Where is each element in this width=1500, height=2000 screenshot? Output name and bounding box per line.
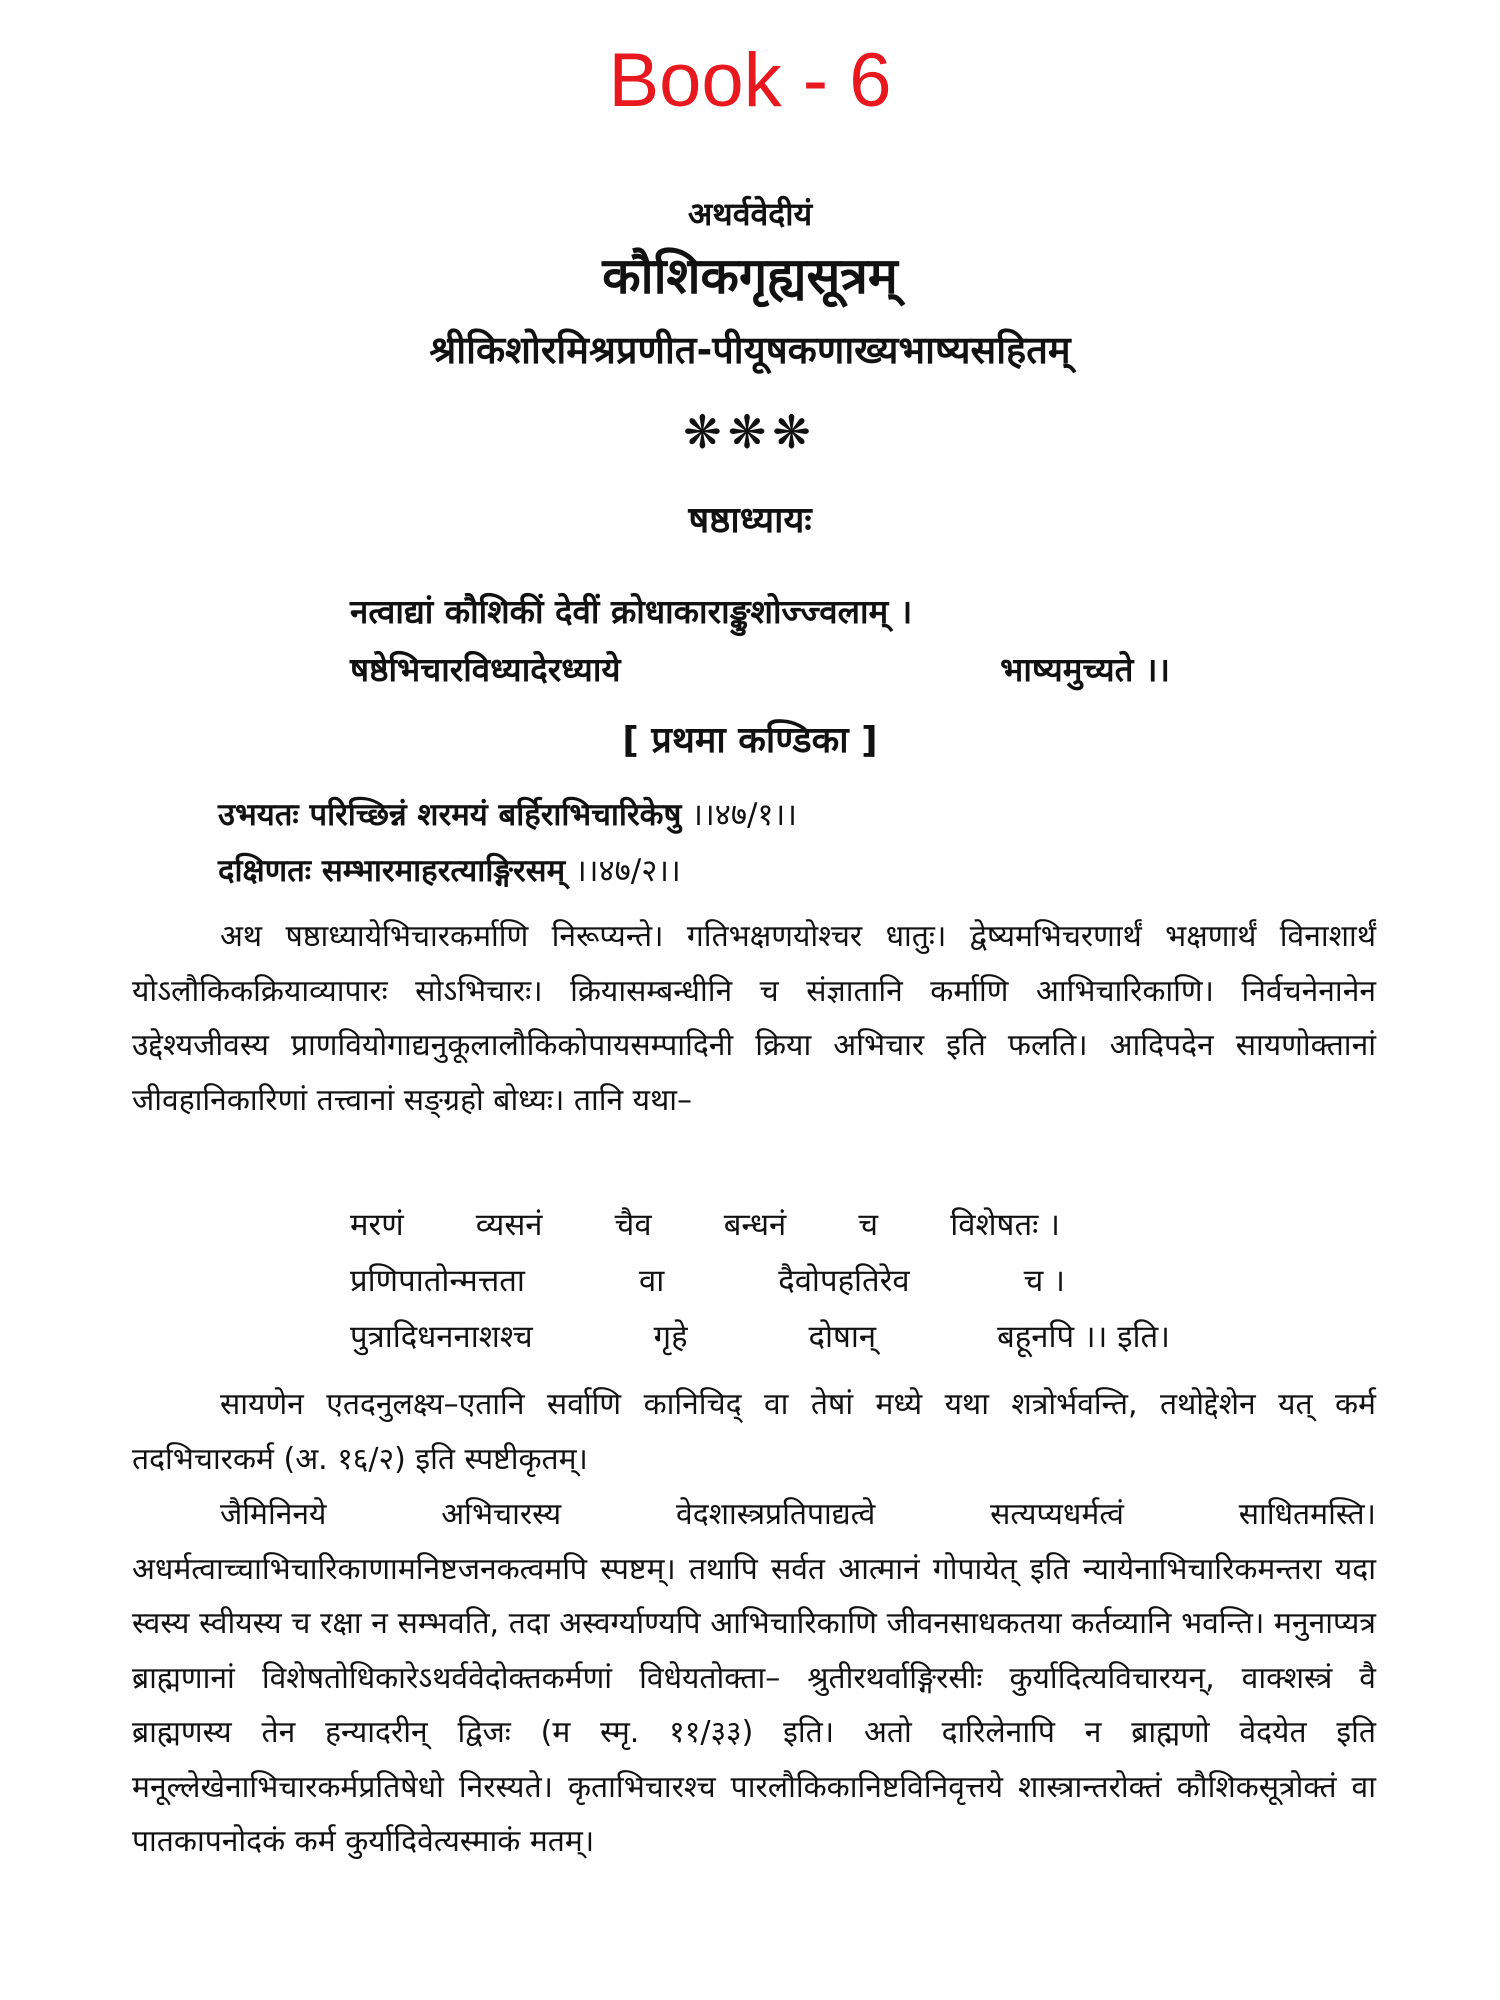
pretitle: अथर्ववेदीयं <box>687 195 813 233</box>
verse-word: बहूनपि ।। इति। <box>997 1319 1170 1355</box>
ornament-asterisks: ❋❋❋ <box>683 405 817 459</box>
sutra-1-text: उभयतः परिच्छिन्नं शरमयं बर्हिराभिचारिकेषु <box>218 797 682 833</box>
sutra-2-number: ।।४७/२।। <box>565 853 681 889</box>
sutra-2 <box>218 848 681 894</box>
sutra-2-text: दक्षिणतः सम्भारमाहरत्याङ्गिरसम् <box>218 853 566 889</box>
verse-word: वा <box>638 1263 665 1299</box>
invocation-line-2-text: षष्ठेभिचारविध्यादेरध्याये <box>350 650 621 689</box>
verse-word: बन्धनं <box>723 1207 787 1243</box>
commentary-paragraph-1: अथ षष्ठाध्यायेभिचारकर्माणि निरूप्यन्ते। गतिभक्षणयोश्चर धातुः। द्वेष्यमभिचरणार्थं भक्षणार्थं विनाशार्थं योऽलौकिकक्रियाव्यापारः सोऽभिचारः। क्रियासम्बन्धीनि च संज्ञातानि कर्माणि आभिचारिकाणि। निर्वचनेनानेन उद्देश्यजीवस्य प्राणवियोगाद्यनुकूलालौकिकोपायसम्पादिनी क्रिया अभिचार इति फलति। आदिपदेन सायणोक्तानां जीवहानिकारिणां तत्त्वानां सङ्ग्रहो बोध्यः। तानि यथा– <box>132 919 1376 1118</box>
invocation-line-2-end: भाष्यमुच्यते ।। <box>1000 650 1170 689</box>
verse-line-3 <box>350 1310 1170 1364</box>
verse-word: गृहे <box>653 1319 688 1355</box>
sutra-1 <box>218 792 797 838</box>
verse-word: च <box>858 1207 879 1243</box>
verse-word: मरणं <box>350 1207 404 1243</box>
verse-word: प्रणिपातोन्मत्तता <box>350 1263 525 1299</box>
verse-word: दोषान् <box>808 1319 877 1355</box>
subtitle: श्रीकिशोरमिश्रप्रणीत-पीयूषकणाख्यभाष्यसहितम् <box>429 328 1071 372</box>
verse-word: व्यसनं <box>475 1207 543 1243</box>
kandika-heading: [ प्रथमा कण्डिका ] <box>622 720 878 761</box>
verse-line-1 <box>350 1198 1060 1252</box>
sutra-1-number: ।।४७/१।। <box>681 797 798 833</box>
book-label: Book - 6 <box>608 38 892 123</box>
verse-word: पुत्रादिधननाशश्च <box>350 1319 533 1355</box>
invocation-line-1-text: नत्वाद्यां कौशिकीं देवीं क्रोधाकाराङ्कुशोज्ज्वलाम् । <box>350 592 913 631</box>
page-title: कौशिकगृह्यसूत्रम् <box>602 247 898 305</box>
commentary-paragraph-2: सायणेन एतदनुलक्ष्य–एतानि सर्वाणि कानिचिद् वा तेषां मध्ये यथा शत्रोर्भवन्ति, तथोद्देशेन यत् कर्म तदभिचारकर्म (अ. १६/२) इति स्पष्टीकृतम्। <box>132 1387 1376 1477</box>
commentary-paragraph-3: जैमिनिनये अभिचारस्य वेदशास्त्रप्रतिपाद्यत्वे सत्यप्यधर्मत्वं साधितमस्ति। अधर्मत्वाच्चाभिचारिकाणामनिष्टजनकत्वमपि स्पष्टम्। तथापि सर्वत आत्मानं गोपायेत् इति न्यायेनाभिचारिकमन्तरा यदा स्वस्य स्वीयस्य च रक्षा न सम्भवति, तदा अस्वर्ग्याण्यपि आभिचारिकाणि जीवनसाधकतया कर्तव्यानि भवन्ति। मनुनाप्यत्र ब्राह्मणानां विशेषतोधिकारेऽथर्ववेदोक्तकर्मणां विधेयतोक्ता– श्रुतीरथर्वाङ्गिरसीः कुर्यादित्यविचारयन्, वाक्शस्त्रं वै ब्राह्मणस्य तेन हन्यादरीन् द्विजः (म स्मृ. ११/३३) इति। अतो दारिलेनापि न ब्राह्मणो वेदयेत इति मनूल्लेखेनाभिचारकर्मप्रतिषेधो निरस्यते। कृताभिचारश्च पारलौकिकानिष्टविनिवृत्तये शास्त्रान्तरोक्तं कौशिकसूत्रोक्तं वा पातकापनोदकं कर्म कुर्यादिवेत्यस्माकं मतम्। <box>132 1497 1376 1859</box>
verse-word: चैव <box>614 1207 652 1243</box>
chapter-heading: षष्ठाध्यायः <box>688 500 812 541</box>
verse-word: च । <box>1023 1263 1065 1299</box>
verse-line-2 <box>350 1254 1065 1308</box>
verse-word: दैवोपहतिरेव <box>778 1263 910 1299</box>
verse-word: विशेषतः । <box>950 1207 1060 1243</box>
